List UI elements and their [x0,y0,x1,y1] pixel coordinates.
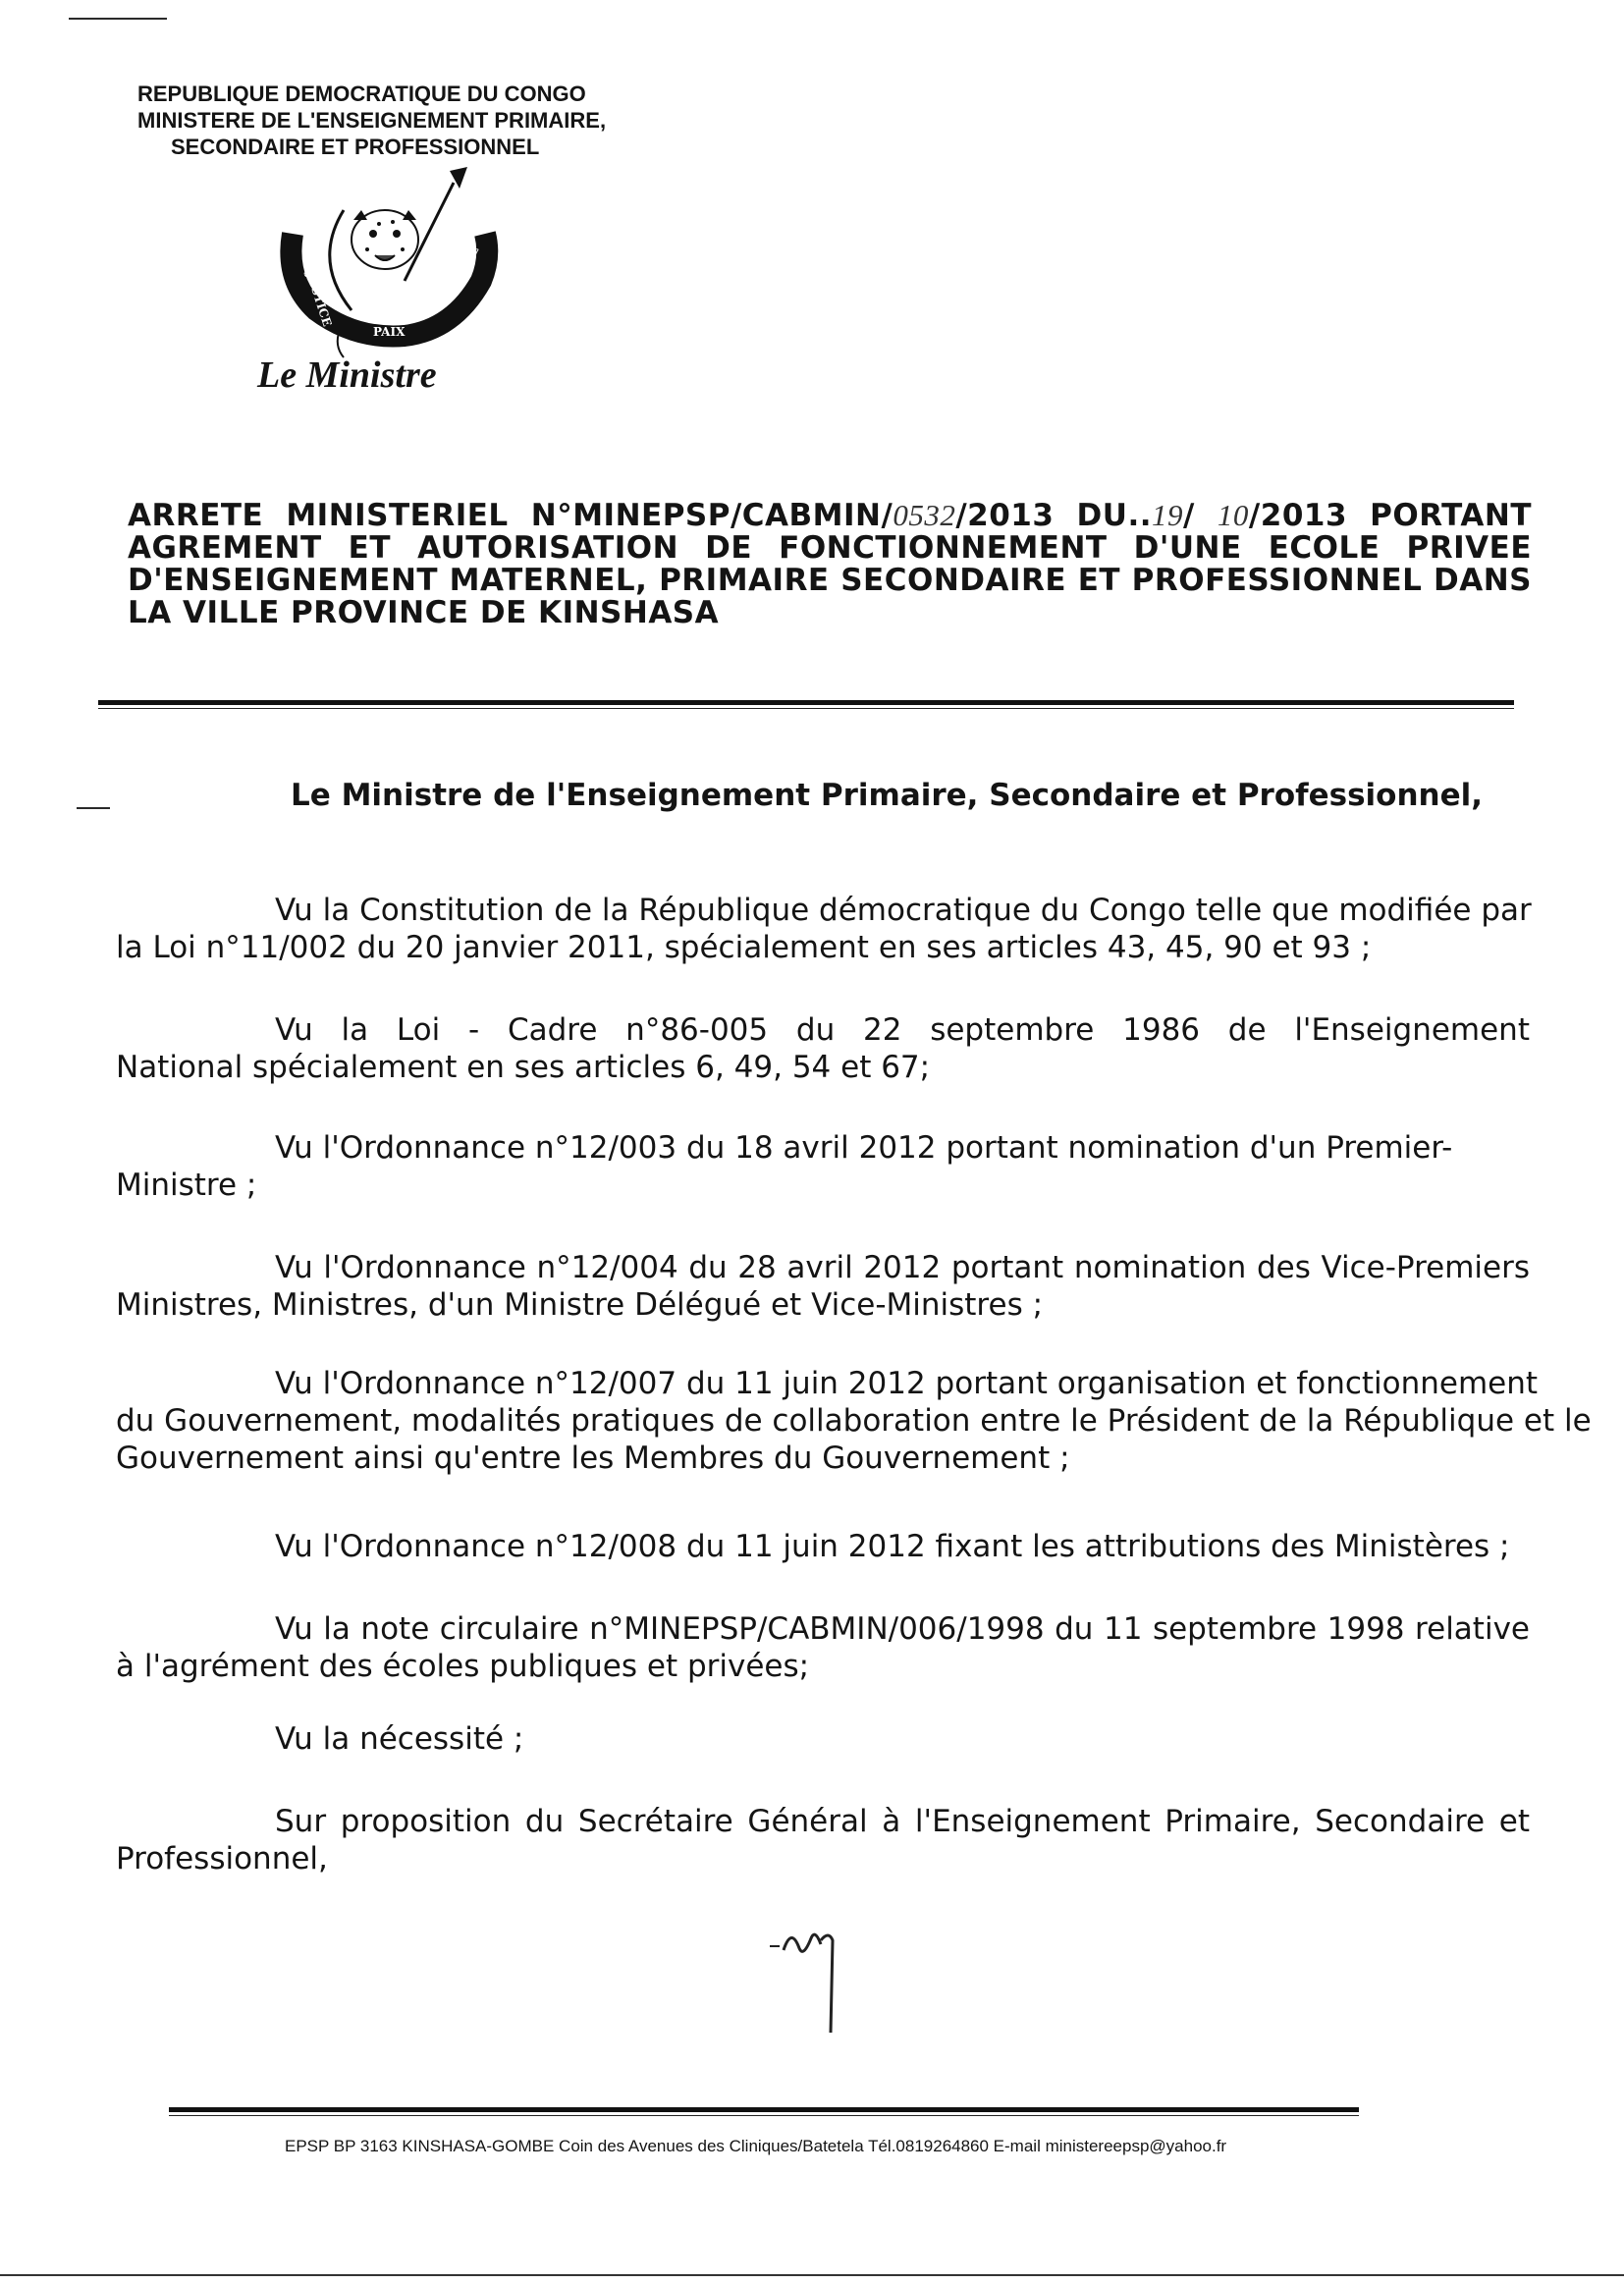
title-line-3: D'ENSEIGNEMENT MATERNEL, PRIMAIRE SECONDAIRE ET PROFESSIONNEL DANS [128,563,1532,598]
decree-day-handwritten: 19 [1152,498,1183,532]
country-name: REPUBLIQUE DEMOCRATIQUE DU CONGO [137,82,586,106]
paragraph-proposition: Sur proposition du Secrétaire Général à l'Enseignement Primaire, Secondaire et Professionnel, [116,1804,1530,1876]
scan-mark [69,18,167,20]
decree-title [128,499,1532,629]
paragraph-ordonnance-003: Vu l'Ordonnance n°12/003 du 18 avril 2012 portant nomination d'un Premier- Ministre ; [116,1130,1453,1203]
paragraph-ordonnance-008: Vu l'Ordonnance n°12/008 du 11 juin 2012 fixant les attributions des Ministères ; [275,1529,1510,1564]
svg-text:TRAVAIL: TRAVAIL [442,244,482,302]
paragraph-necessite: Vu la nécessité ; [275,1721,524,1757]
paragraph-note-circulaire: Vu la note circulaire n°MINEPSP/CABMIN/006/1998 du 11 septembre 1998 relative à l'agrément des écoles publiques et privées; [116,1611,1530,1684]
paragraph-constitution: Vu la Constitution de la République démocratique du Congo telle que modifiée par la Loi n°11/002 du 20 janvier 2011, spécialement en ses articles 43, 45, 90 et 93 ; [116,893,1532,965]
coat-of-arms-seal [257,163,511,359]
svg-text:JUSTICE: JUSTICE [303,269,335,329]
title-line-1: ARRETE MINISTERIEL N°MINEPSP/CABMIN/0532/2013 DU..19/ 10/2013 PORTANT [128,498,1532,533]
ministry-header [137,81,606,160]
handwritten-initials [766,1925,854,2042]
decree-number-handwritten: 0532 [893,498,956,532]
paragraph-ordonnance-004: Vu l'Ordonnance n°12/004 du 28 avril 2012 portant nomination des Vice-Premiers Ministres, Ministres, d'un Ministre Délégué et Vice-Ministres ; [116,1250,1530,1323]
scan-mark [77,807,110,809]
footer-divider [169,2107,1359,2112]
title-divider [98,700,1514,705]
scan-bottom-edge [0,2274,1624,2276]
footer-contact: EPSP BP 3163 KINSHASA-GOMBE Coin des Avenues des Cliniques/Batetela Tél.0819264860 E-mail ministereepsp@yahoo.fr [285,2137,1227,2155]
paragraph-loi-cadre: Vu la Loi - Cadre n°86-005 du 22 septembre 1986 de l'Enseignement National spécialement en ses articles 6, 49, 54 et 67; [116,1012,1530,1085]
title-line-2: AGREMENT ET AUTORISATION DE FONCTIONNEMENT D'UNE ECOLE PRIVEE [128,530,1532,566]
title-line-4: LA VILLE PROVINCE DE KINSHASA [128,595,720,630]
svg-text:PAIX: PAIX [373,325,406,339]
decree-month-handwritten: 10 [1217,498,1249,532]
title-divider-thin [98,708,1514,709]
signatory-title: Le Ministre [257,354,437,396]
minister-heading: Le Ministre de l'Enseignement Primaire, Secondaire et Professionnel, [291,778,1484,813]
footer-divider-thin [169,2115,1359,2116]
paragraph-ordonnance-007: Vu l'Ordonnance n°12/007 du 11 juin 2012 portant organisation et fonctionnement du Gouvernement, modalités pratiques de collaboration entre le Président de la République et le Gouvernement ainsi qu'entre les Membres du Gouvernement ; [116,1366,1592,1476]
ministry-name-cont: SECONDAIRE ET PROFESSIONNEL [171,135,540,159]
ministry-name: MINISTERE DE L'ENSEIGNEMENT PRIMAIRE, [137,108,607,133]
